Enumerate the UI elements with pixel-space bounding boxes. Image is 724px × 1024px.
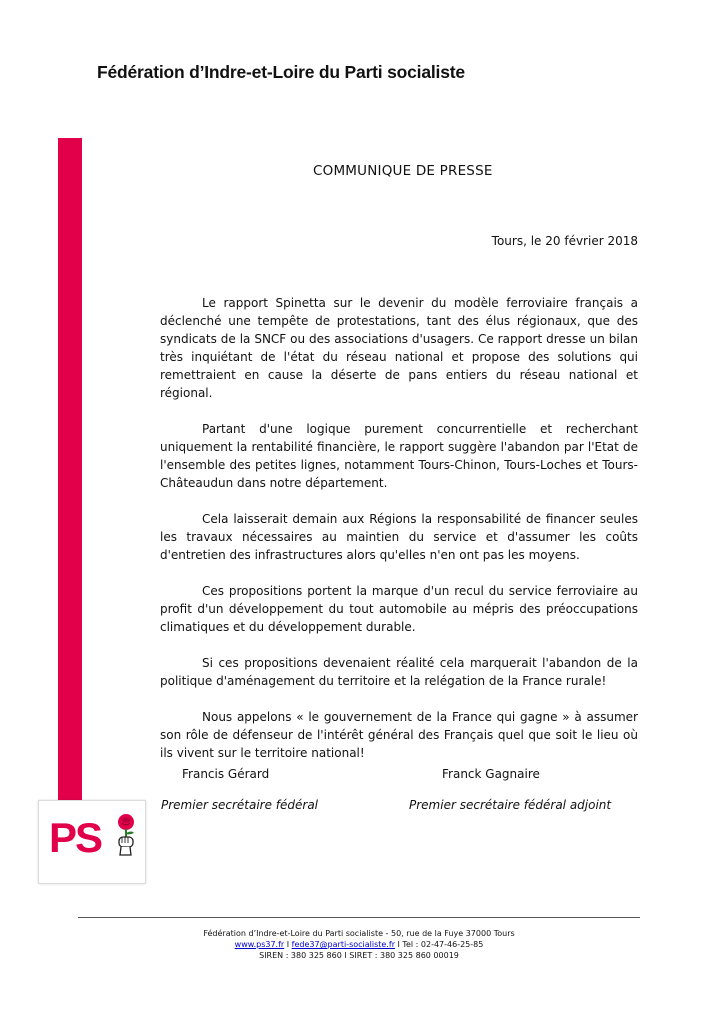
signatory-title: Premier secrétaire fédéral [161, 798, 319, 812]
signatory-title: Premier secrétaire fédéral adjoint [409, 798, 612, 812]
website-link[interactable]: www.ps37.fr [234, 940, 285, 949]
paragraph: Le rapport Spinetta sur le devenir du modèle ferroviaire français a déclenché une tempête de protestations, tant des élus régionaux, que des syndicats de la SNCF ou des associations d'usagers. Ce rapport dresse un bilan très inquiétant de l'état du réseau national et propose des solutions qui remettraient en cause la déserte de pans entiers du réseau national et régional. [160, 296, 638, 400]
paragraph: Partant d'une logique purement concurrentielle et recherchant uniquement la rentabilité financière, le rapport suggère l'abandon par l'Etat de l'ensemble des petites lignes, notamment Tours-Chinon, Tours-Loches et Tours-Châteaudun dans notre département. [160, 422, 638, 490]
ps-logo [38, 800, 146, 884]
logo-text: PS [49, 814, 102, 861]
page-title: Fédération d’Indre-et-Loire du Parti socialiste [97, 62, 465, 82]
footer-contact [78, 939, 640, 950]
press-release-heading: COMMUNIQUE DE PRESSE [313, 163, 493, 179]
footer-registration: SIREN : 380 325 860 I SIRET : 380 325 860 00019 [259, 951, 459, 960]
paragraph: Si ces propositions devenaient réalité cela marquerait l'abandon de la politique d'aménagement du territoire et la relégation de la France rurale! [160, 656, 638, 688]
accent-bar [58, 138, 82, 800]
email-link[interactable]: fede37@parti-socialiste.fr [291, 940, 395, 949]
press-release-body [160, 294, 638, 780]
footer-divider [78, 917, 640, 918]
date-line: Tours, le 20 février 2018 [491, 234, 638, 248]
paragraph: Nous appelons « le gouvernement de la France qui gagne » à assumer son rôle de défenseur de l'intérêt général des Français quel que soit le lieu où ils vivent sur le territoire national! [160, 710, 638, 760]
paragraph: Ces propositions portent la marque d'un recul du service ferroviaire au profit d'un développement du tout automobile au mépris des préoccupations climatiques et du développement durable. [160, 584, 638, 634]
separator: I [284, 940, 292, 949]
footer-address: Fédération d’Indre-et-Loire du Parti socialiste - 50, rue de la Fuye 37000 Tours [203, 929, 515, 938]
phone-text: I Tel : 02-47-46-25-85 [394, 940, 484, 949]
signatory-name: Francis Gérard [182, 767, 270, 781]
fist-and-rose-icon [113, 813, 139, 857]
signatory-name: Franck Gagnaire [442, 767, 540, 781]
paragraph: Cela laisserait demain aux Régions la responsabilité de financer seules les travaux nécessaires au maintien du service et d'assumer les coûts d'entretien des infrastructures alors qu'elles n'en ont pas les moyens. [160, 512, 638, 562]
